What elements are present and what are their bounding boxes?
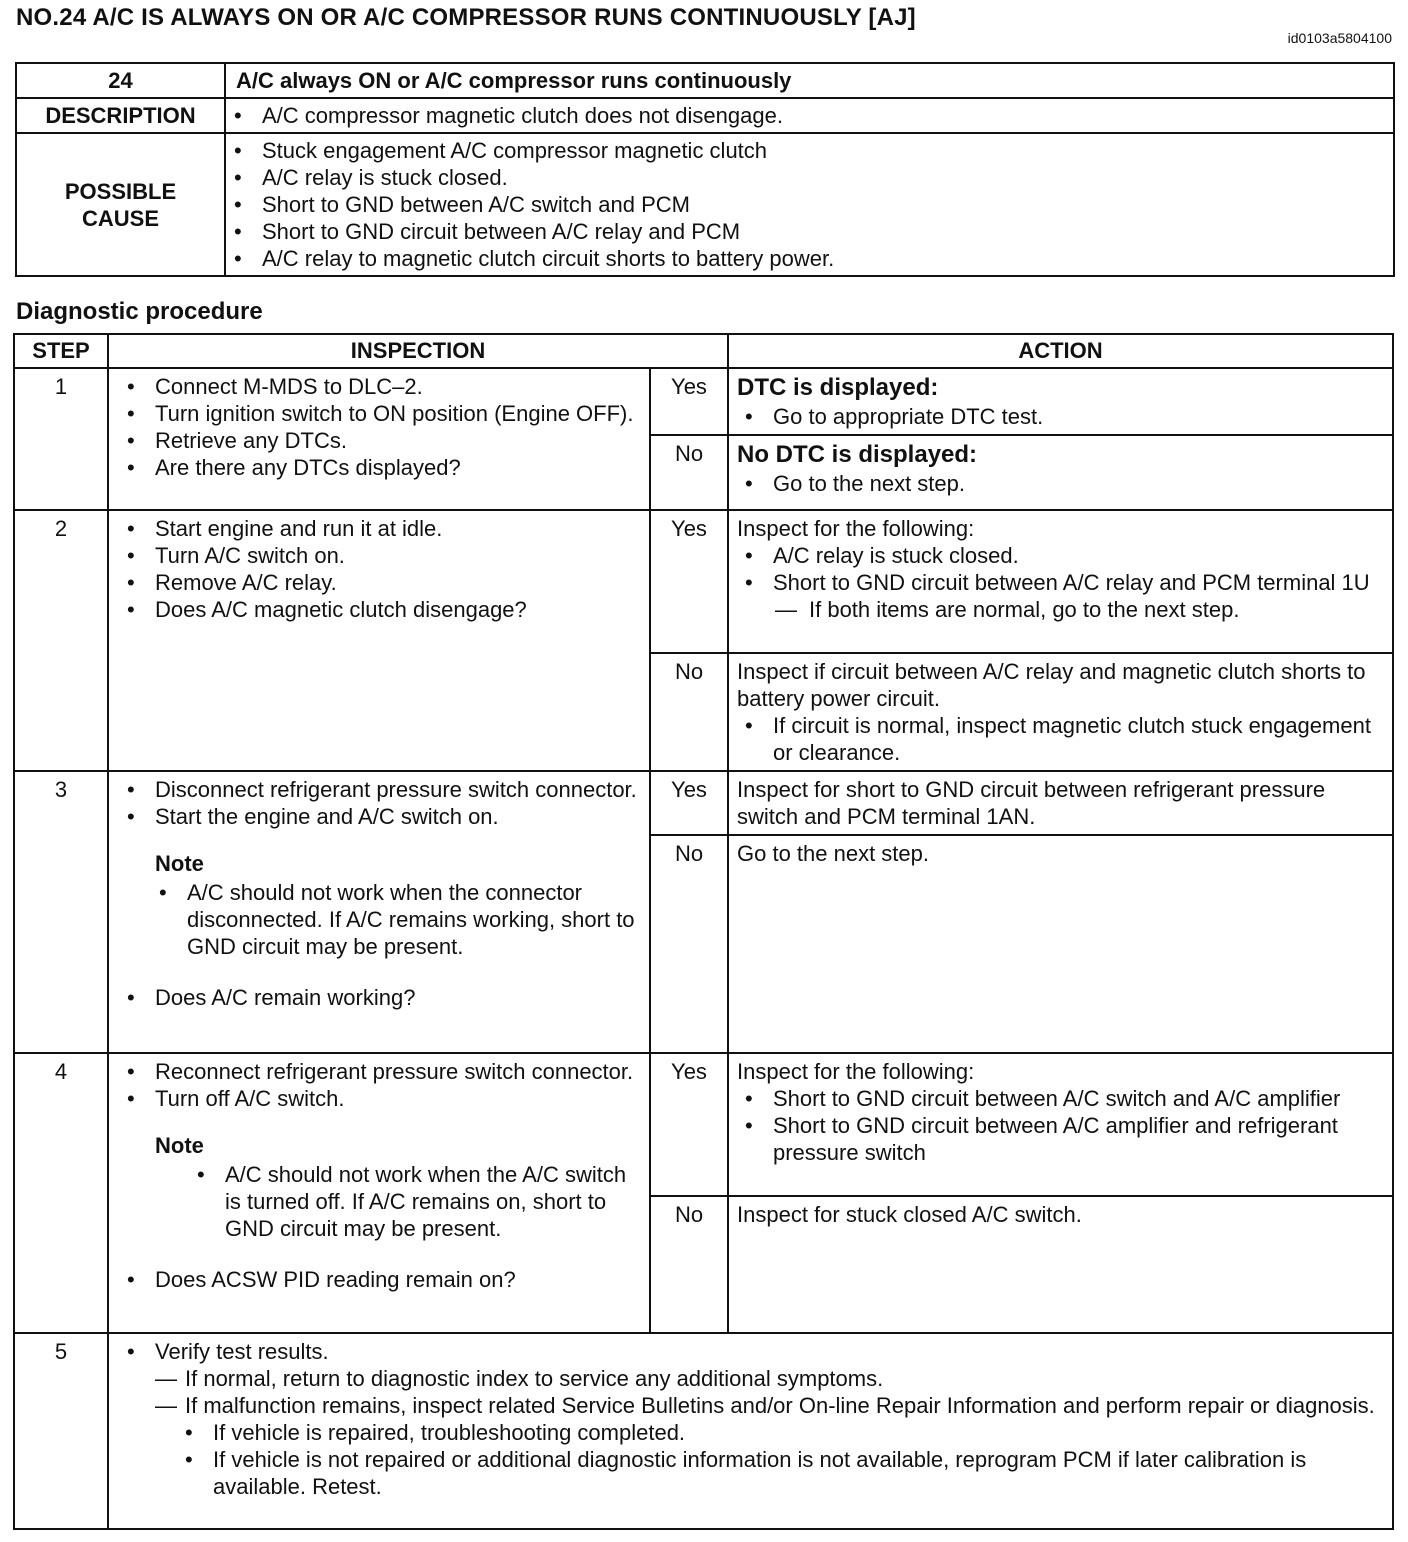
step-3-yes-action bbox=[728, 771, 1393, 835]
step-1-yes-row bbox=[14, 368, 1393, 435]
action-item: • If circuit is normal, inspect magnetic clutch stuck engagement or clearance. bbox=[737, 712, 1384, 766]
note-label: Note bbox=[155, 851, 204, 876]
inspection-item: • Reconnect refrigerant pressure switch connector. bbox=[119, 1058, 641, 1085]
step-4-yes-action bbox=[728, 1053, 1393, 1196]
step-5-inspection bbox=[108, 1333, 1393, 1529]
header-inspection: INSPECTION bbox=[108, 334, 728, 368]
inspection-item: • Are there any DTCs displayed? bbox=[119, 454, 641, 481]
inspection-question: • Does A/C remain working? bbox=[119, 984, 641, 1011]
note-item: • A/C should not work when the A/C switch is turned off. If A/C remains on, short to GND circuit may be present. bbox=[189, 1161, 641, 1242]
table-header-row bbox=[14, 334, 1393, 368]
possible-cause-list-cell bbox=[225, 133, 1394, 276]
inspection-item: • Start engine and run it at idle. bbox=[119, 515, 641, 542]
action-item: • Short to GND circuit between A/C relay and PCM terminal 1U bbox=[737, 569, 1384, 596]
action-intro: Inspect if circuit between A/C relay and magnetic clutch shorts to battery power circuit. bbox=[737, 659, 1366, 711]
step-number: 1 bbox=[14, 368, 108, 510]
step-3-yes-row bbox=[14, 771, 1393, 835]
action-text: Inspect for short to GND circuit between refrigerant pressure switch and PCM terminal 1AN. bbox=[737, 777, 1326, 829]
inspection-item: • Turn ignition switch to ON position (Engine OFF). bbox=[119, 400, 641, 427]
no-label: No bbox=[650, 835, 728, 1053]
no-label: No bbox=[650, 653, 728, 771]
result-sub-item: • If vehicle is not repaired or additional diagnostic information is not available, reprogram PCM if later calibration is available. Retest. bbox=[177, 1446, 1384, 1500]
symptom-info-table bbox=[15, 62, 1395, 277]
step-2-yes-action bbox=[728, 510, 1393, 653]
possible-cause-row bbox=[16, 133, 1394, 276]
cause-item: • A/C relay is stuck closed. bbox=[226, 164, 1383, 191]
yes-label: Yes bbox=[650, 510, 728, 653]
step-4-no-action bbox=[728, 1196, 1393, 1333]
step-4-inspection bbox=[108, 1053, 650, 1333]
section-title-diagnostic-procedure: Diagnostic procedure bbox=[16, 298, 263, 325]
action-heading: No DTC is displayed: bbox=[737, 441, 978, 468]
no-label: No bbox=[650, 1196, 728, 1333]
step-number: 2 bbox=[14, 510, 108, 771]
action-item: • Go to appropriate DTC test. bbox=[737, 403, 1384, 430]
description-row bbox=[16, 98, 1394, 133]
step-1-yes-action bbox=[728, 368, 1393, 435]
cause-item: • Stuck engagement A/C compressor magnetic clutch bbox=[226, 137, 1383, 164]
header-action: ACTION bbox=[728, 334, 1393, 368]
result-sub-item: • If vehicle is repaired, troubleshooting completed. bbox=[177, 1419, 1384, 1446]
action-intro: Inspect for the following: bbox=[737, 1059, 975, 1084]
cause-item: • Short to GND circuit between A/C relay and PCM bbox=[226, 218, 1383, 245]
possible-cause-label bbox=[16, 133, 225, 276]
page-title: NO.24 A/C IS ALWAYS ON OR A/C COMPRESSOR RUNS CONTINUOUSLY [AJ] bbox=[16, 4, 916, 31]
symptom-heading: A/C always ON or A/C compressor runs continuously bbox=[225, 63, 1394, 98]
step-number: 4 bbox=[14, 1053, 108, 1333]
cause-item: • A/C relay to magnetic clutch circuit shorts to battery power. bbox=[226, 245, 1383, 272]
step-number: 3 bbox=[14, 771, 108, 1053]
inspection-question: • Does ACSW PID reading remain on? bbox=[119, 1266, 641, 1293]
yes-label: Yes bbox=[650, 771, 728, 835]
cause-item: • Short to GND between A/C switch and PCM bbox=[226, 191, 1383, 218]
inspection-item: • Turn A/C switch on. bbox=[119, 542, 641, 569]
action-dash-item: — If both items are normal, go to the next step. bbox=[775, 596, 1384, 623]
step-number: 5 bbox=[14, 1333, 108, 1529]
yes-label: Yes bbox=[650, 1053, 728, 1196]
diagnostic-procedure-table bbox=[13, 333, 1394, 1530]
action-intro: Inspect for the following: bbox=[737, 516, 975, 541]
inspection-item: • Connect M-MDS to DLC–2. bbox=[119, 373, 641, 400]
possible-cause-label-line1: POSSIBLE bbox=[64, 178, 177, 204]
yes-label: Yes bbox=[650, 368, 728, 435]
description-cell bbox=[225, 98, 1394, 133]
no-label: No bbox=[650, 435, 728, 510]
step-2-inspection bbox=[108, 510, 650, 771]
note-label: Note bbox=[155, 1133, 204, 1158]
possible-cause-label-line2: CAUSE bbox=[81, 205, 159, 231]
description-label: DESCRIPTION bbox=[16, 98, 225, 133]
symptom-number: 24 bbox=[16, 63, 225, 98]
step-2-no-action bbox=[728, 653, 1393, 771]
step-1-no-action bbox=[728, 435, 1393, 510]
action-item: • Short to GND circuit between A/C switch and A/C amplifier bbox=[737, 1085, 1384, 1112]
step-5-row bbox=[14, 1333, 1393, 1529]
inspection-item: • Remove A/C relay. bbox=[119, 569, 641, 596]
step-1-inspection bbox=[108, 368, 650, 510]
action-item: • A/C relay is stuck closed. bbox=[737, 542, 1384, 569]
inspection-item: • Disconnect refrigerant pressure switch connector. bbox=[119, 776, 641, 803]
result-dash-item: — If normal, return to diagnostic index to service any additional symptoms. bbox=[155, 1365, 1384, 1392]
description-item: • A/C compressor magnetic clutch does not disengage. bbox=[226, 102, 1383, 129]
action-text: Go to the next step. bbox=[737, 841, 930, 866]
step-4-yes-row bbox=[14, 1053, 1393, 1196]
inspection-item: • Does A/C magnetic clutch disengage? bbox=[119, 596, 641, 623]
note-item: • A/C should not work when the connector disconnected. If A/C remains working, short to GND circuit may be present. bbox=[151, 879, 641, 960]
step-2-yes-row bbox=[14, 510, 1393, 653]
document-id: id0103a5804100 bbox=[1287, 30, 1392, 46]
inspection-item: • Turn off A/C switch. bbox=[119, 1085, 641, 1112]
step-3-no-action bbox=[728, 835, 1393, 1053]
info-heading-row bbox=[16, 63, 1394, 98]
inspection-item: • Verify test results. bbox=[119, 1338, 1384, 1365]
action-item: • Short to GND circuit between A/C amplifier and refrigerant pressure switch bbox=[737, 1112, 1384, 1166]
action-heading: DTC is displayed: bbox=[737, 374, 939, 401]
action-item: • Go to the next step. bbox=[737, 470, 1384, 497]
action-text: Inspect for stuck closed A/C switch. bbox=[737, 1202, 1082, 1227]
step-3-inspection bbox=[108, 771, 650, 1053]
inspection-item: • Start the engine and A/C switch on. bbox=[119, 803, 641, 830]
inspection-item: • Retrieve any DTCs. bbox=[119, 427, 641, 454]
result-dash-item: — If malfunction remains, inspect related Service Bulletins and/or On-line Repair Information and perform repair or diagnosis. bbox=[155, 1392, 1384, 1419]
header-step: STEP bbox=[14, 334, 108, 368]
